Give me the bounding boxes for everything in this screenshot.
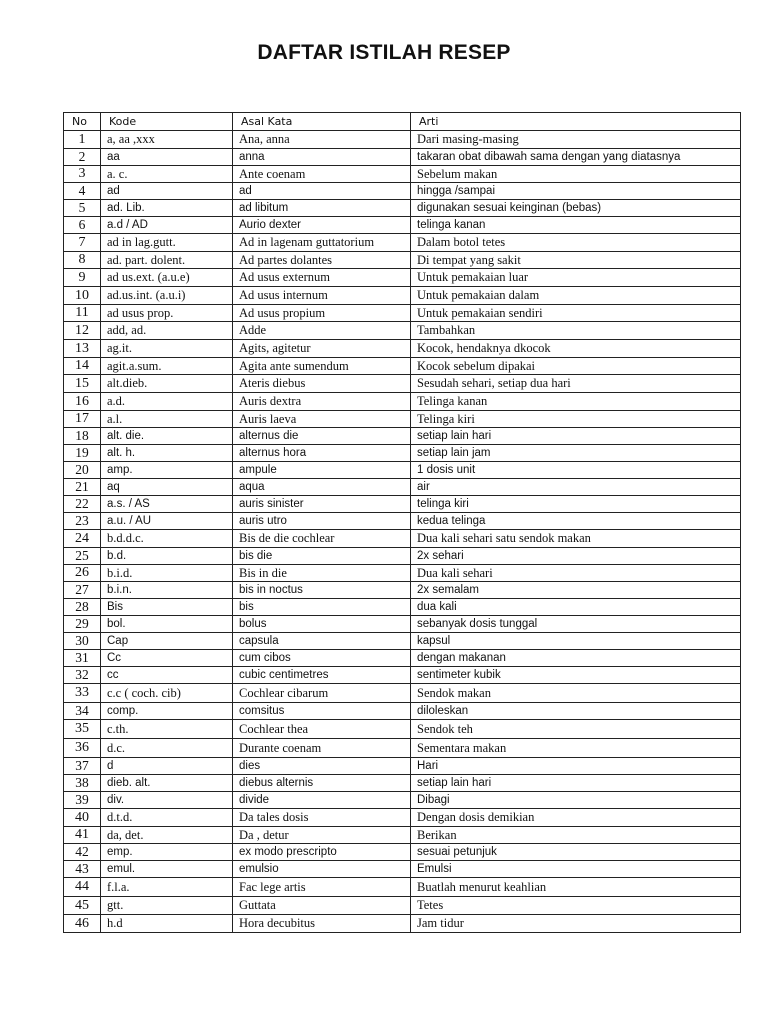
- term-origin: Agits, agitetur: [233, 340, 411, 358]
- table-row: [64, 462, 741, 479]
- term-meaning: Berikan: [411, 827, 741, 844]
- table-row: [64, 844, 741, 861]
- term-origin: capsula: [233, 633, 411, 650]
- term-meaning: Dua kali sehari satu sendok makan: [411, 530, 741, 548]
- row-number: 45: [64, 897, 101, 915]
- row-number: 39: [64, 792, 101, 809]
- term-meaning: kapsul: [411, 633, 741, 650]
- table-row: [64, 861, 741, 878]
- term-origin: ex modo prescripto: [233, 844, 411, 861]
- term-meaning: Untuk pemakaian luar: [411, 269, 741, 287]
- table-row: [64, 897, 741, 915]
- term-origin: Hora decubitus: [233, 915, 411, 933]
- term-meaning: telinga kanan: [411, 217, 741, 234]
- row-number: 44: [64, 878, 101, 897]
- row-number: 7: [64, 234, 101, 252]
- term-code: ad in lag.gutt.: [101, 234, 233, 252]
- row-number: 27: [64, 582, 101, 599]
- term-code: ad. part. dolent.: [101, 252, 233, 269]
- row-number: 16: [64, 393, 101, 411]
- table-row: [64, 234, 741, 252]
- table-body: [64, 131, 741, 933]
- term-meaning: 2x sehari: [411, 548, 741, 565]
- term-meaning: digunakan sesuai keinginan (bebas): [411, 200, 741, 217]
- term-code: alt. h.: [101, 445, 233, 462]
- row-number: 36: [64, 739, 101, 758]
- term-origin: emulsio: [233, 861, 411, 878]
- row-number: 21: [64, 479, 101, 496]
- term-origin: auris utro: [233, 513, 411, 530]
- term-origin: Auris laeva: [233, 411, 411, 428]
- term-origin: cubic centimetres: [233, 667, 411, 684]
- term-origin: Da tales dosis: [233, 809, 411, 827]
- row-number: 25: [64, 548, 101, 565]
- table-row: [64, 582, 741, 599]
- table-row: [64, 200, 741, 217]
- row-number: 43: [64, 861, 101, 878]
- term-meaning: kedua telinga: [411, 513, 741, 530]
- table-row: [64, 393, 741, 411]
- term-meaning: telinga kiri: [411, 496, 741, 513]
- table-row: [64, 809, 741, 827]
- term-meaning: Tambahkan: [411, 322, 741, 340]
- row-number: 34: [64, 703, 101, 720]
- term-meaning: Di tempat yang sakit: [411, 252, 741, 269]
- term-meaning: Sendok makan: [411, 684, 741, 703]
- term-code: b.i.n.: [101, 582, 233, 599]
- term-origin: Ante coenam: [233, 166, 411, 183]
- term-origin: diebus alternis: [233, 775, 411, 792]
- table-row: [64, 496, 741, 513]
- prescription-terms-table: [63, 112, 741, 933]
- term-origin: bis: [233, 599, 411, 616]
- term-origin: ad libitum: [233, 200, 411, 217]
- term-meaning: sentimeter kubik: [411, 667, 741, 684]
- row-number: 30: [64, 633, 101, 650]
- term-meaning: Sebelum makan: [411, 166, 741, 183]
- term-code: alt.dieb.: [101, 375, 233, 393]
- row-number: 15: [64, 375, 101, 393]
- row-number: 2: [64, 149, 101, 166]
- table-row: [64, 616, 741, 633]
- term-code: Cc: [101, 650, 233, 667]
- term-code: dieb. alt.: [101, 775, 233, 792]
- term-code: agit.a.sum.: [101, 358, 233, 375]
- row-number: 9: [64, 269, 101, 287]
- row-number: 10: [64, 287, 101, 305]
- term-meaning: Kocok sebelum dipakai: [411, 358, 741, 375]
- term-origin: Fac lege artis: [233, 878, 411, 897]
- term-meaning: dengan makanan: [411, 650, 741, 667]
- term-origin: Ad usus propium: [233, 305, 411, 322]
- term-origin: Aurio dexter: [233, 217, 411, 234]
- row-number: 23: [64, 513, 101, 530]
- term-meaning: Buatlah menurut keahlian: [411, 878, 741, 897]
- row-number: 32: [64, 667, 101, 684]
- term-origin: alternus die: [233, 428, 411, 445]
- term-meaning: takaran obat dibawah sama dengan yang diatasnya: [411, 149, 741, 166]
- term-meaning: Dengan dosis demikian: [411, 809, 741, 827]
- term-code: a, aa ,xxx: [101, 131, 233, 149]
- term-origin: bis die: [233, 548, 411, 565]
- table-row: [64, 358, 741, 375]
- row-number: 22: [64, 496, 101, 513]
- table-row: [64, 166, 741, 183]
- header-kode: Kode: [101, 113, 233, 131]
- row-number: 6: [64, 217, 101, 234]
- term-code: c.c ( coch. cib): [101, 684, 233, 703]
- term-origin: Cochlear thea: [233, 720, 411, 739]
- term-code: a.s. / AS: [101, 496, 233, 513]
- term-code: a.d.: [101, 393, 233, 411]
- term-meaning: Sementara makan: [411, 739, 741, 758]
- header-asal-kata: Asal Kata: [233, 113, 411, 131]
- term-origin: Guttata: [233, 897, 411, 915]
- term-code: c.th.: [101, 720, 233, 739]
- term-origin: bis in noctus: [233, 582, 411, 599]
- term-origin: cum cibos: [233, 650, 411, 667]
- table-row: [64, 667, 741, 684]
- term-origin: Ateris diebus: [233, 375, 411, 393]
- table-row: [64, 548, 741, 565]
- row-number: 40: [64, 809, 101, 827]
- table-row: [64, 758, 741, 775]
- row-number: 11: [64, 305, 101, 322]
- table-row: [64, 650, 741, 667]
- table-row: [64, 720, 741, 739]
- term-origin: Cochlear cibarum: [233, 684, 411, 703]
- term-origin: Bis de die cochlear: [233, 530, 411, 548]
- term-code: aq: [101, 479, 233, 496]
- term-code: emul.: [101, 861, 233, 878]
- row-number: 33: [64, 684, 101, 703]
- term-code: a.l.: [101, 411, 233, 428]
- term-meaning: Emulsi: [411, 861, 741, 878]
- term-meaning: setiap lain hari: [411, 775, 741, 792]
- row-number: 4: [64, 183, 101, 200]
- row-number: 5: [64, 200, 101, 217]
- row-number: 8: [64, 252, 101, 269]
- row-number: 12: [64, 322, 101, 340]
- term-meaning: Hari: [411, 758, 741, 775]
- term-code: a.d / AD: [101, 217, 233, 234]
- table-row: [64, 217, 741, 234]
- term-meaning: Dalam botol tetes: [411, 234, 741, 252]
- table-row: [64, 599, 741, 616]
- row-number: 31: [64, 650, 101, 667]
- term-origin: Bis in die: [233, 565, 411, 582]
- term-origin: Durante coenam: [233, 739, 411, 758]
- table-row: [64, 827, 741, 844]
- term-origin: dies: [233, 758, 411, 775]
- term-origin: divide: [233, 792, 411, 809]
- term-meaning: Untuk pemakaian sendiri: [411, 305, 741, 322]
- table-row: [64, 411, 741, 428]
- row-number: 38: [64, 775, 101, 792]
- term-origin: Auris dextra: [233, 393, 411, 411]
- table-row: [64, 305, 741, 322]
- term-code: ad: [101, 183, 233, 200]
- table-row: [64, 287, 741, 305]
- term-meaning: Kocok, hendaknya dkocok: [411, 340, 741, 358]
- term-origin: Ad in lagenam guttatorium: [233, 234, 411, 252]
- term-meaning: setiap lain hari: [411, 428, 741, 445]
- row-number: 13: [64, 340, 101, 358]
- term-origin: Ad usus internum: [233, 287, 411, 305]
- term-origin: auris sinister: [233, 496, 411, 513]
- term-meaning: dua kali: [411, 599, 741, 616]
- table-header-row: [64, 113, 741, 131]
- term-meaning: 1 dosis unit: [411, 462, 741, 479]
- term-meaning: sebanyak dosis tunggal: [411, 616, 741, 633]
- term-code: d.c.: [101, 739, 233, 758]
- row-number: 17: [64, 411, 101, 428]
- term-meaning: Dibagi: [411, 792, 741, 809]
- term-meaning: 2x semalam: [411, 582, 741, 599]
- term-meaning: setiap lain jam: [411, 445, 741, 462]
- page-title: DAFTAR ISTILAH RESEP: [257, 41, 511, 64]
- term-code: div.: [101, 792, 233, 809]
- row-number: 41: [64, 827, 101, 844]
- term-code: d: [101, 758, 233, 775]
- table-row: [64, 149, 741, 166]
- row-number: 24: [64, 530, 101, 548]
- term-meaning: Dari masing-masing: [411, 131, 741, 149]
- table-row: [64, 703, 741, 720]
- term-origin: anna: [233, 149, 411, 166]
- row-number: 1: [64, 131, 101, 149]
- term-meaning: hingga /sampai: [411, 183, 741, 200]
- term-meaning: Telinga kanan: [411, 393, 741, 411]
- row-number: 35: [64, 720, 101, 739]
- term-code: Cap: [101, 633, 233, 650]
- term-code: amp.: [101, 462, 233, 479]
- row-number: 14: [64, 358, 101, 375]
- term-origin: comsitus: [233, 703, 411, 720]
- term-origin: Ana, anna: [233, 131, 411, 149]
- table-row: [64, 633, 741, 650]
- table-row: [64, 340, 741, 358]
- term-origin: ad: [233, 183, 411, 200]
- header-arti: Arti: [411, 113, 741, 131]
- term-code: add, ad.: [101, 322, 233, 340]
- term-meaning: Tetes: [411, 897, 741, 915]
- term-meaning: sesuai petunjuk: [411, 844, 741, 861]
- term-code: a.u. / AU: [101, 513, 233, 530]
- term-code: b.i.d.: [101, 565, 233, 582]
- term-code: b.d.: [101, 548, 233, 565]
- table-row: [64, 428, 741, 445]
- table-row: [64, 375, 741, 393]
- term-origin: Da , detur: [233, 827, 411, 844]
- term-meaning: Jam tidur: [411, 915, 741, 933]
- table-row: [64, 131, 741, 149]
- term-origin: alternus hora: [233, 445, 411, 462]
- row-number: 26: [64, 565, 101, 582]
- row-number: 42: [64, 844, 101, 861]
- term-code: emp.: [101, 844, 233, 861]
- term-origin: Adde: [233, 322, 411, 340]
- term-code: h.d: [101, 915, 233, 933]
- term-code: ad usus prop.: [101, 305, 233, 322]
- term-meaning: air: [411, 479, 741, 496]
- row-number: 3: [64, 166, 101, 183]
- term-code: a. c.: [101, 166, 233, 183]
- term-code: aa: [101, 149, 233, 166]
- table-row: [64, 445, 741, 462]
- term-code: ad.us.int. (a.u.i): [101, 287, 233, 305]
- term-meaning: Telinga kiri: [411, 411, 741, 428]
- term-origin: Ad usus externum: [233, 269, 411, 287]
- term-meaning: diloleskan: [411, 703, 741, 720]
- term-meaning: Sesudah sehari, setiap dua hari: [411, 375, 741, 393]
- term-code: ad us.ext. (a.u.e): [101, 269, 233, 287]
- row-number: 28: [64, 599, 101, 616]
- term-meaning: Dua kali sehari: [411, 565, 741, 582]
- term-code: Bis: [101, 599, 233, 616]
- term-code: ad. Lib.: [101, 200, 233, 217]
- table-row: [64, 739, 741, 758]
- term-origin: Ad partes dolantes: [233, 252, 411, 269]
- table-row: [64, 792, 741, 809]
- term-meaning: Untuk pemakaian dalam: [411, 287, 741, 305]
- row-number: 19: [64, 445, 101, 462]
- term-code: gtt.: [101, 897, 233, 915]
- row-number: 29: [64, 616, 101, 633]
- term-code: da, det.: [101, 827, 233, 844]
- term-code: f.l.a.: [101, 878, 233, 897]
- term-code: b.d.d.c.: [101, 530, 233, 548]
- row-number: 46: [64, 915, 101, 933]
- term-code: alt. die.: [101, 428, 233, 445]
- row-number: 18: [64, 428, 101, 445]
- term-code: comp.: [101, 703, 233, 720]
- term-origin: ampule: [233, 462, 411, 479]
- row-number: 37: [64, 758, 101, 775]
- table-row: [64, 252, 741, 269]
- table-row: [64, 565, 741, 582]
- header-no: No: [64, 113, 101, 131]
- table-row: [64, 915, 741, 933]
- table-row: [64, 183, 741, 200]
- table-row: [64, 513, 741, 530]
- table-row: [64, 322, 741, 340]
- row-number: 20: [64, 462, 101, 479]
- term-origin: aqua: [233, 479, 411, 496]
- term-origin: bolus: [233, 616, 411, 633]
- table-row: [64, 684, 741, 703]
- term-code: cc: [101, 667, 233, 684]
- term-code: ag.it.: [101, 340, 233, 358]
- table-row: [64, 530, 741, 548]
- table-row: [64, 479, 741, 496]
- table-row: [64, 269, 741, 287]
- table-row: [64, 775, 741, 792]
- term-origin: Agita ante sumendum: [233, 358, 411, 375]
- term-code: bol.: [101, 616, 233, 633]
- term-meaning: Sendok teh: [411, 720, 741, 739]
- term-code: d.t.d.: [101, 809, 233, 827]
- table-row: [64, 878, 741, 897]
